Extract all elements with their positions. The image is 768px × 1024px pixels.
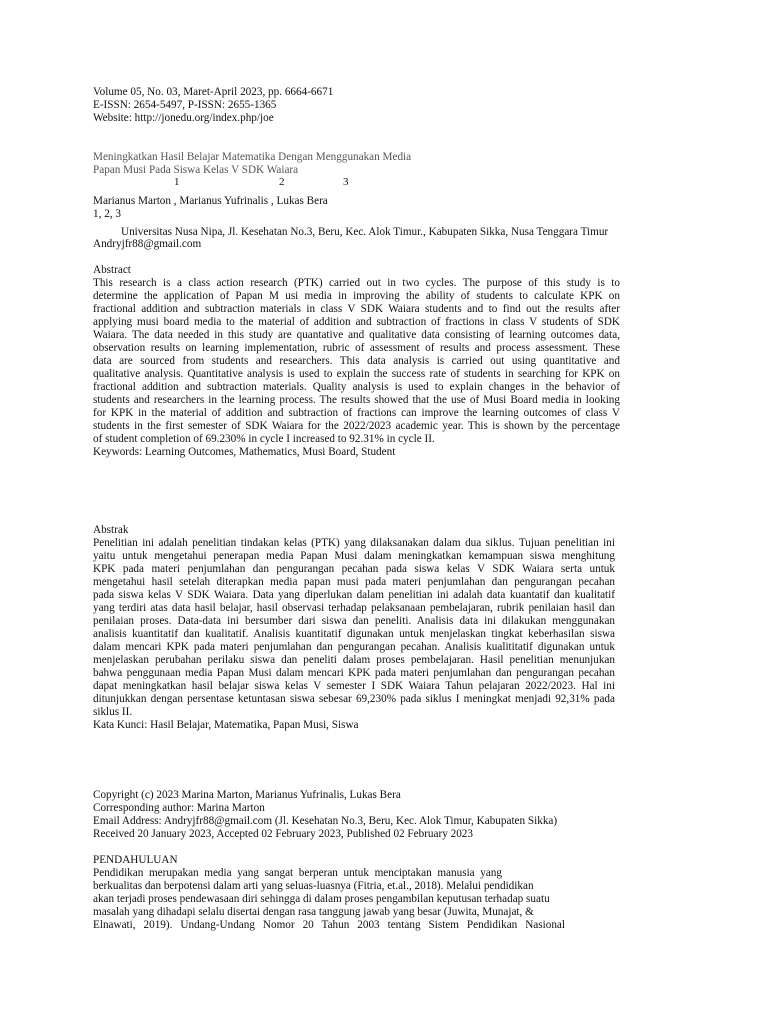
corresponding-author: Corresponding author: Marina Marton [93, 802, 265, 814]
abstrak-line: menjelaskan perubahan perilaku siswa dan peneliti dalam proses pembelajaran. Hasil penelitian menunjukan [93, 654, 615, 666]
author-2-marker: 2 [279, 176, 285, 188]
abstrak-line: bahwa penggunaan media Papan Musi dalam mencari KPK pada materi penjumlahan dan pengurangan pecahan [93, 667, 615, 679]
abstract-line: This research is a class action research (PTK) carried out in two cycles. The purpose of this study is to [93, 277, 620, 289]
abstrak-line: mengetahui hasil setelah diterapkan media papan musi pada materi penjumlahan dan pengurangan pecahan [93, 576, 615, 588]
abstrak-line: yaitu untuk mengetahui penerapan media Papan Musi dalam meningkatkan kemampuan siswa menghitung [93, 550, 615, 562]
author-names: Marianus Marton , Marianus Yufrinalis , Lukas Bera [93, 195, 328, 207]
abstrak-line: pada siswa kelas V SDK Waiara. Data yang diperlukan dalam penelitian ini adalah data kuantatif dan kualitatif [93, 589, 615, 601]
abstrak-line: penilaian proses. Data-data ini bersumber dari siswa dan peneliti. Analisis data ini dilakukan menggunakan [93, 615, 615, 627]
journal-volume: Volume 05, No. 03, Maret-April 2023, pp. 6664-6671 [93, 86, 334, 98]
received-dates: Received 20 January 2023, Accepted 02 February 2023, Published 02 February 2023 [93, 828, 473, 840]
abstrak-line: Penelitian ini adalah penelitian tindakan kelas (PTK) yang dilaksanakan dalam dua siklus. Tujuan penelitian ini [93, 537, 615, 549]
abstrak-line: dapat meningkatkan hasil belajar siswa kelas V semester I SDK Waiara Tahun pelajaran 2022/2023. Hal ini [93, 680, 615, 692]
paper-title-line-1: Meningkatkan Hasil Belajar Matematika Dengan Menggunakan Media [93, 151, 412, 163]
paper-title-line-2: Papan Musi Pada Siswa Kelas V SDK Waiara [93, 164, 299, 176]
keywords: Keywords: Learning Outcomes, Mathematics, Musi Board, Student [93, 446, 396, 458]
abstrak-line: siklus II. [93, 706, 133, 718]
abstrak-line: analisis kuantitatif dan kualitatif. Analisis kuantitatif digunakan untuk menjelaskan tingkat keberhasilan siswa [93, 628, 615, 640]
intro-line: akan terjadi proses pendewasaan diri sehingga di dalam proses pengambilan keputusan terhadap suatu [93, 893, 550, 905]
affiliation: Universitas Nusa Nipa, Jl. Kesehatan No.3, Beru, Kec. Alok Timur., Kabupaten Sikka, Nusa Tenggara Timur [121, 226, 609, 238]
abstract-line: applying musi board media to the material of addition and subtraction of fractions in class V students of SDK [93, 316, 620, 328]
copyright: Copyright (c) 2023 Marina Marton, Marianus Yufrinalis, Lukas Bera [93, 789, 401, 801]
abstract-line: for KPK in the material of addition and subtraction of fractions can improve the learning outcomes of class V [93, 407, 620, 419]
email-address: Email Address: Andryjfr88@gmail.com (Jl. Kesehatan No.3, Beru, Kec. Alok Timur, Kabupaten Sikka) [93, 815, 558, 827]
abstrak-heading: Abstrak [93, 524, 129, 536]
abstract-line: students and researchers in the learning process. The results showed that the use of Musi Board media in looking [93, 394, 620, 406]
abstrak-line: ditunjukkan dengan persentase ketuntasan siswa sebesar 69,230% pada siklus I meningkat menjadi 92,31% pada [93, 693, 615, 705]
author-email: Andryjfr88@gmail.com [93, 238, 202, 250]
abstract-heading: Abstract [93, 264, 131, 276]
abstract-line: data are sourced from students and researchers. This data analysis is carried out using quantitative and [93, 355, 620, 367]
abstract-line: fractional addition and subtraction materials in class V SDK Waiara students and to find out the results after [93, 303, 620, 315]
intro-line: Elnawati, 2019). Undang-Undang Nomor 20 Tahun 2003 tentang Sistem Pendidikan Nasional [93, 919, 565, 931]
abstrak-line: KPK pada materi penjumlahan dan pengurangan pecahan pada siswa kelas V SDK Waiara serta untuk [93, 563, 615, 575]
abstract-line: determine the application of Papan M usi media in improving the ability of students to calculate KPK on [93, 290, 620, 302]
affiliation-numbers: 1, 2, 3 [93, 208, 121, 220]
intro-line: berkualitas dan berpotensi dalam arti yang seluas-luasnya (Fitria, et.al., 2018). Melalui pendidikan [93, 880, 534, 892]
kata-kunci: Kata Kunci: Hasil Belajar, Matematika, Papan Musi, Siswa [93, 719, 359, 731]
journal-issn: E-ISSN: 2654-5497, P-ISSN: 2655-1365 [93, 99, 277, 111]
abstrak-line: dalam mencari KPK pada materi penjumlahan dan pengurangan pecahan. Analisis kualititatif digunakan untuk [93, 641, 615, 653]
abstract-line: of student completion of 69.230% in cycle I increased to 92.31% in cycle II. [93, 433, 435, 445]
abstract-line: Waiara. The data needed in this study are quantative and qualitative data consisting of learning outcomes data, [93, 329, 620, 341]
author-3-marker: 3 [343, 176, 349, 188]
abstract-line: observation results on learning implementation, rubric of assessment of results and process assessment. These [93, 342, 620, 354]
abstract-line: qualitative analysis. Quantitative analysis is used to explain the success rate of students in searching for KPK on [93, 368, 620, 380]
journal-website: Website: http://jonedu.org/index.php/joe [93, 112, 274, 124]
author-1-marker: 1 [174, 176, 180, 188]
intro-heading: PENDAHULUAN [93, 854, 178, 866]
abstrak-line: yang terdiri atas data hasil belajar, hasil observasi terhadap pelaksanaan pembelajaran, rubrik penilaian hasil dan [93, 602, 615, 614]
abstract-line: fractional addition and subtraction materials. Quality analysis is used to explain changes in the behavior of [93, 381, 620, 393]
intro-line: masalah yang dihadapi selalu disertai dengan rasa tanggung jawab yang besar (Juwita, Munajat, & [93, 906, 534, 918]
intro-line: Pendidikan merupakan media yang sangat berperan untuk menciptakan manusia yang [93, 867, 502, 879]
abstract-line: students in the first semester of SDK Waiara for the 2022/2023 academic year. This is shown by the percentage [93, 420, 620, 432]
